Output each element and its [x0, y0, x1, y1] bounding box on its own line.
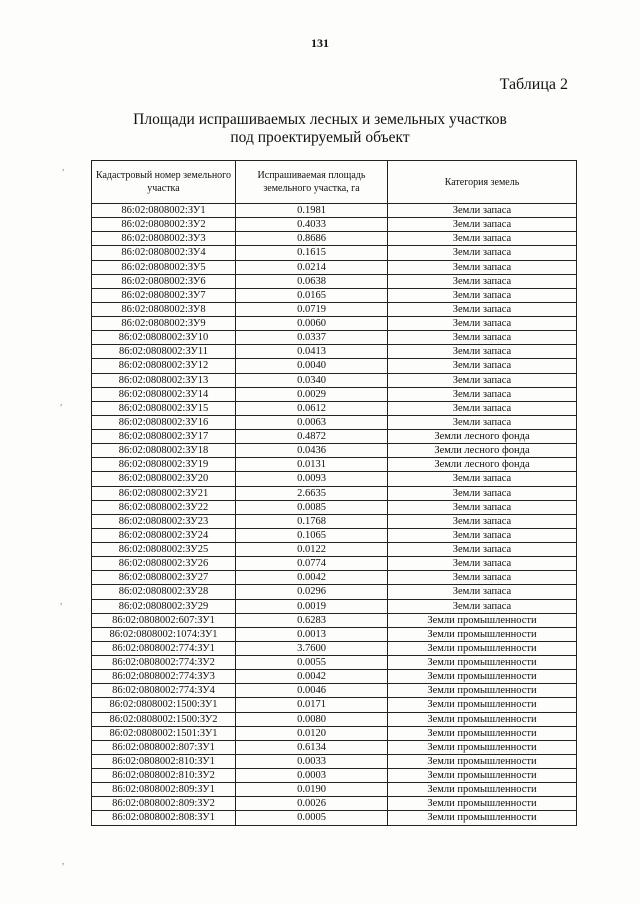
table-row — [92, 204, 577, 218]
cell-requested-area: 0.0122 — [236, 543, 388, 557]
cell-cadastral-number: 86:02:0808002:ЗУ6 — [92, 274, 236, 288]
cell-cadastral-number: 86:02:0808002:ЗУ28 — [92, 585, 236, 599]
cell-land-category: Земли запаса — [388, 387, 577, 401]
table-row — [92, 331, 577, 345]
cell-land-category: Земли запаса — [388, 345, 577, 359]
cell-land-category: Земли промышленности — [388, 783, 577, 797]
cell-cadastral-number: 86:02:0808002:774:ЗУ2 — [92, 656, 236, 670]
cell-cadastral-number: 86:02:0808002:ЗУ1 — [92, 204, 236, 218]
cell-land-category: Земли промышленности — [388, 670, 577, 684]
cell-cadastral-number: 86:02:0808002:ЗУ19 — [92, 458, 236, 472]
table-row — [92, 599, 577, 613]
cell-requested-area: 0.0413 — [236, 345, 388, 359]
cell-requested-area: 0.0340 — [236, 373, 388, 387]
table-row — [92, 345, 577, 359]
cell-cadastral-number: 86:02:0808002:1501:ЗУ1 — [92, 726, 236, 740]
table-label: Таблица 2 — [499, 76, 568, 93]
table-row — [92, 670, 577, 684]
cell-land-category: Земли промышленности — [388, 811, 577, 825]
table-row — [92, 712, 577, 726]
cell-land-category: Земли промышленности — [388, 740, 577, 754]
cell-requested-area: 0.0085 — [236, 500, 388, 514]
table-row — [92, 641, 577, 655]
table-row — [92, 401, 577, 415]
header-land-category: Категория земель — [388, 161, 577, 204]
table-row — [92, 359, 577, 373]
cell-requested-area: 0.0013 — [236, 627, 388, 641]
cell-land-category: Земли запаса — [388, 486, 577, 500]
table-row — [92, 627, 577, 641]
document-title — [0, 111, 640, 147]
cell-requested-area: 0.0019 — [236, 599, 388, 613]
margin-tick-mark: , — [62, 162, 65, 172]
cell-requested-area: 0.0337 — [236, 331, 388, 345]
cell-cadastral-number: 86:02:0808002:1074:ЗУ1 — [92, 627, 236, 641]
cell-land-category: Земли запаса — [388, 571, 577, 585]
cell-requested-area: 0.1768 — [236, 514, 388, 528]
cell-land-category: Земли промышленности — [388, 613, 577, 627]
cell-cadastral-number: 86:02:0808002:ЗУ13 — [92, 373, 236, 387]
cell-requested-area: 0.6134 — [236, 740, 388, 754]
cell-land-category: Земли запаса — [388, 557, 577, 571]
cell-land-category: Земли лесного фонда — [388, 444, 577, 458]
cell-land-category: Земли запаса — [388, 331, 577, 345]
table-row — [92, 500, 577, 514]
cell-cadastral-number: 86:02:0808002:ЗУ18 — [92, 444, 236, 458]
table-row — [92, 613, 577, 627]
margin-tick-mark: , — [60, 596, 63, 606]
cell-cadastral-number: 86:02:0808002:1500:ЗУ1 — [92, 698, 236, 712]
table-row — [92, 302, 577, 316]
cell-land-category: Земли запаса — [388, 204, 577, 218]
cell-cadastral-number: 86:02:0808002:ЗУ23 — [92, 514, 236, 528]
cell-cadastral-number: 86:02:0808002:ЗУ15 — [92, 401, 236, 415]
cell-requested-area: 0.0214 — [236, 260, 388, 274]
table-row — [92, 246, 577, 260]
table-row — [92, 387, 577, 401]
cell-land-category: Земли запаса — [388, 246, 577, 260]
cell-requested-area: 0.0003 — [236, 769, 388, 783]
cell-requested-area: 3.7600 — [236, 641, 388, 655]
cell-requested-area: 0.0055 — [236, 656, 388, 670]
cell-land-category: Земли промышленности — [388, 656, 577, 670]
cell-land-category: Земли запаса — [388, 599, 577, 613]
table-row — [92, 557, 577, 571]
cell-land-category: Земли запаса — [388, 218, 577, 232]
table-row — [92, 373, 577, 387]
cell-cadastral-number: 86:02:0808002:ЗУ11 — [92, 345, 236, 359]
cell-land-category: Земли промышленности — [388, 684, 577, 698]
cell-land-category: Земли запаса — [388, 288, 577, 302]
cell-requested-area: 0.4033 — [236, 218, 388, 232]
cell-requested-area: 0.0190 — [236, 783, 388, 797]
table-row — [92, 458, 577, 472]
cell-cadastral-number: 86:02:0808002:ЗУ2 — [92, 218, 236, 232]
table-row — [92, 415, 577, 429]
cell-requested-area: 0.0296 — [236, 585, 388, 599]
table-row — [92, 656, 577, 670]
table-row — [92, 486, 577, 500]
cell-cadastral-number: 86:02:0808002:1500:ЗУ2 — [92, 712, 236, 726]
cell-requested-area: 0.0165 — [236, 288, 388, 302]
cell-cadastral-number: 86:02:0808002:ЗУ21 — [92, 486, 236, 500]
cell-requested-area: 0.0612 — [236, 401, 388, 415]
table-row — [92, 684, 577, 698]
table-row — [92, 740, 577, 754]
cell-requested-area: 0.0042 — [236, 571, 388, 585]
cell-requested-area: 0.0005 — [236, 811, 388, 825]
cell-cadastral-number: 86:02:0808002:807:ЗУ1 — [92, 740, 236, 754]
cell-cadastral-number: 86:02:0808002:ЗУ22 — [92, 500, 236, 514]
cell-land-category: Земли запаса — [388, 401, 577, 415]
cell-land-category: Земли лесного фонда — [388, 458, 577, 472]
table-row — [92, 783, 577, 797]
cell-land-category: Земли запаса — [388, 317, 577, 331]
cell-requested-area: 0.0719 — [236, 302, 388, 316]
margin-tick-mark: , — [60, 397, 63, 407]
cell-requested-area: 0.0026 — [236, 797, 388, 811]
cell-cadastral-number: 86:02:0808002:ЗУ27 — [92, 571, 236, 585]
table-row — [92, 430, 577, 444]
cell-cadastral-number: 86:02:0808002:ЗУ12 — [92, 359, 236, 373]
cell-requested-area: 0.0774 — [236, 557, 388, 571]
cell-requested-area: 0.0131 — [236, 458, 388, 472]
cell-land-category: Земли промышленности — [388, 769, 577, 783]
cell-land-category: Земли запаса — [388, 585, 577, 599]
cell-cadastral-number: 86:02:0808002:774:ЗУ4 — [92, 684, 236, 698]
table-row — [92, 726, 577, 740]
cell-cadastral-number: 86:02:0808002:607:ЗУ1 — [92, 613, 236, 627]
cell-cadastral-number: 86:02:0808002:ЗУ4 — [92, 246, 236, 260]
cell-requested-area: 0.1615 — [236, 246, 388, 260]
table-row — [92, 444, 577, 458]
cell-cadastral-number: 86:02:0808002:ЗУ29 — [92, 599, 236, 613]
cell-land-category: Земли промышленности — [388, 698, 577, 712]
table-row — [92, 260, 577, 274]
cell-requested-area: 0.0638 — [236, 274, 388, 288]
cell-cadastral-number: 86:02:0808002:ЗУ26 — [92, 557, 236, 571]
cell-land-category: Земли промышленности — [388, 754, 577, 768]
table-row — [92, 317, 577, 331]
cell-cadastral-number: 86:02:0808002:774:ЗУ1 — [92, 641, 236, 655]
cell-requested-area: 0.0060 — [236, 317, 388, 331]
table-row — [92, 274, 577, 288]
cell-land-category: Земли промышленности — [388, 641, 577, 655]
cell-land-category: Земли запаса — [388, 528, 577, 542]
cell-cadastral-number: 86:02:0808002:ЗУ5 — [92, 260, 236, 274]
cell-requested-area: 0.0042 — [236, 670, 388, 684]
cell-cadastral-number: 86:02:0808002:ЗУ20 — [92, 472, 236, 486]
cell-cadastral-number: 86:02:0808002:ЗУ3 — [92, 232, 236, 246]
cell-land-category: Земли запаса — [388, 260, 577, 274]
cell-requested-area: 0.0046 — [236, 684, 388, 698]
cell-cadastral-number: 86:02:0808002:ЗУ9 — [92, 317, 236, 331]
cell-requested-area: 0.0436 — [236, 444, 388, 458]
cell-land-category: Земли запаса — [388, 359, 577, 373]
cell-land-category: Земли лесного фонда — [388, 430, 577, 444]
header-cadastral-number: Кадастровый номер земельного участка — [92, 161, 236, 204]
table-row — [92, 585, 577, 599]
table-row — [92, 754, 577, 768]
table-row — [92, 769, 577, 783]
cell-requested-area: 0.1981 — [236, 204, 388, 218]
cell-land-category: Земли промышленности — [388, 797, 577, 811]
cell-cadastral-number: 86:02:0808002:810:ЗУ1 — [92, 754, 236, 768]
cell-requested-area: 0.0080 — [236, 712, 388, 726]
table-body — [92, 204, 577, 826]
cell-requested-area: 0.0063 — [236, 415, 388, 429]
cell-cadastral-number: 86:02:0808002:ЗУ24 — [92, 528, 236, 542]
table-row — [92, 698, 577, 712]
cell-land-category: Земли запаса — [388, 232, 577, 246]
land-plots-table — [91, 160, 577, 826]
header-requested-area: Испрашиваемая площадь земельного участка, га — [236, 161, 388, 204]
cell-land-category: Земли запаса — [388, 274, 577, 288]
cell-requested-area: 2.6635 — [236, 486, 388, 500]
page-number: 131 — [311, 36, 329, 50]
table-header-row — [92, 161, 577, 204]
cell-requested-area: 0.0120 — [236, 726, 388, 740]
cell-land-category: Земли запаса — [388, 500, 577, 514]
cell-cadastral-number: 86:02:0808002:ЗУ7 — [92, 288, 236, 302]
table-row — [92, 472, 577, 486]
cell-requested-area: 0.4872 — [236, 430, 388, 444]
cell-cadastral-number: 86:02:0808002:809:ЗУ2 — [92, 797, 236, 811]
cell-cadastral-number: 86:02:0808002:ЗУ16 — [92, 415, 236, 429]
cell-land-category: Земли промышленности — [388, 627, 577, 641]
cell-requested-area: 0.8686 — [236, 232, 388, 246]
table-row — [92, 218, 577, 232]
cell-cadastral-number: 86:02:0808002:ЗУ10 — [92, 331, 236, 345]
cell-requested-area: 0.1065 — [236, 528, 388, 542]
cell-land-category: Земли промышленности — [388, 726, 577, 740]
cell-requested-area: 0.0033 — [236, 754, 388, 768]
cell-cadastral-number: 86:02:0808002:ЗУ14 — [92, 387, 236, 401]
cell-cadastral-number: 86:02:0808002:774:ЗУ3 — [92, 670, 236, 684]
cell-requested-area: 0.0093 — [236, 472, 388, 486]
margin-tick-mark: , — [62, 856, 65, 866]
cell-land-category: Земли запаса — [388, 302, 577, 316]
cell-cadastral-number: 86:02:0808002:ЗУ17 — [92, 430, 236, 444]
table-row — [92, 797, 577, 811]
title-line-1: Площади испрашиваемых лесных и земельных участков — [133, 111, 507, 128]
cell-land-category: Земли запаса — [388, 373, 577, 387]
title-line-2: под проектируемый объект — [230, 129, 410, 146]
table-row — [92, 514, 577, 528]
cell-requested-area: 0.6283 — [236, 613, 388, 627]
cell-cadastral-number: 86:02:0808002:ЗУ8 — [92, 302, 236, 316]
cell-cadastral-number: 86:02:0808002:809:ЗУ1 — [92, 783, 236, 797]
cell-land-category: Земли промышленности — [388, 712, 577, 726]
table-row — [92, 811, 577, 825]
table-row — [92, 571, 577, 585]
cell-cadastral-number: 86:02:0808002:810:ЗУ2 — [92, 769, 236, 783]
cell-requested-area: 0.0040 — [236, 359, 388, 373]
table-row — [92, 543, 577, 557]
cell-cadastral-number: 86:02:0808002:808:ЗУ1 — [92, 811, 236, 825]
cell-land-category: Земли запаса — [388, 415, 577, 429]
table-row — [92, 528, 577, 542]
cell-cadastral-number: 86:02:0808002:ЗУ25 — [92, 543, 236, 557]
table-row — [92, 232, 577, 246]
cell-requested-area: 0.0029 — [236, 387, 388, 401]
cell-land-category: Земли запаса — [388, 472, 577, 486]
cell-requested-area: 0.0171 — [236, 698, 388, 712]
cell-land-category: Земли запаса — [388, 514, 577, 528]
cell-land-category: Земли запаса — [388, 543, 577, 557]
table-row — [92, 288, 577, 302]
